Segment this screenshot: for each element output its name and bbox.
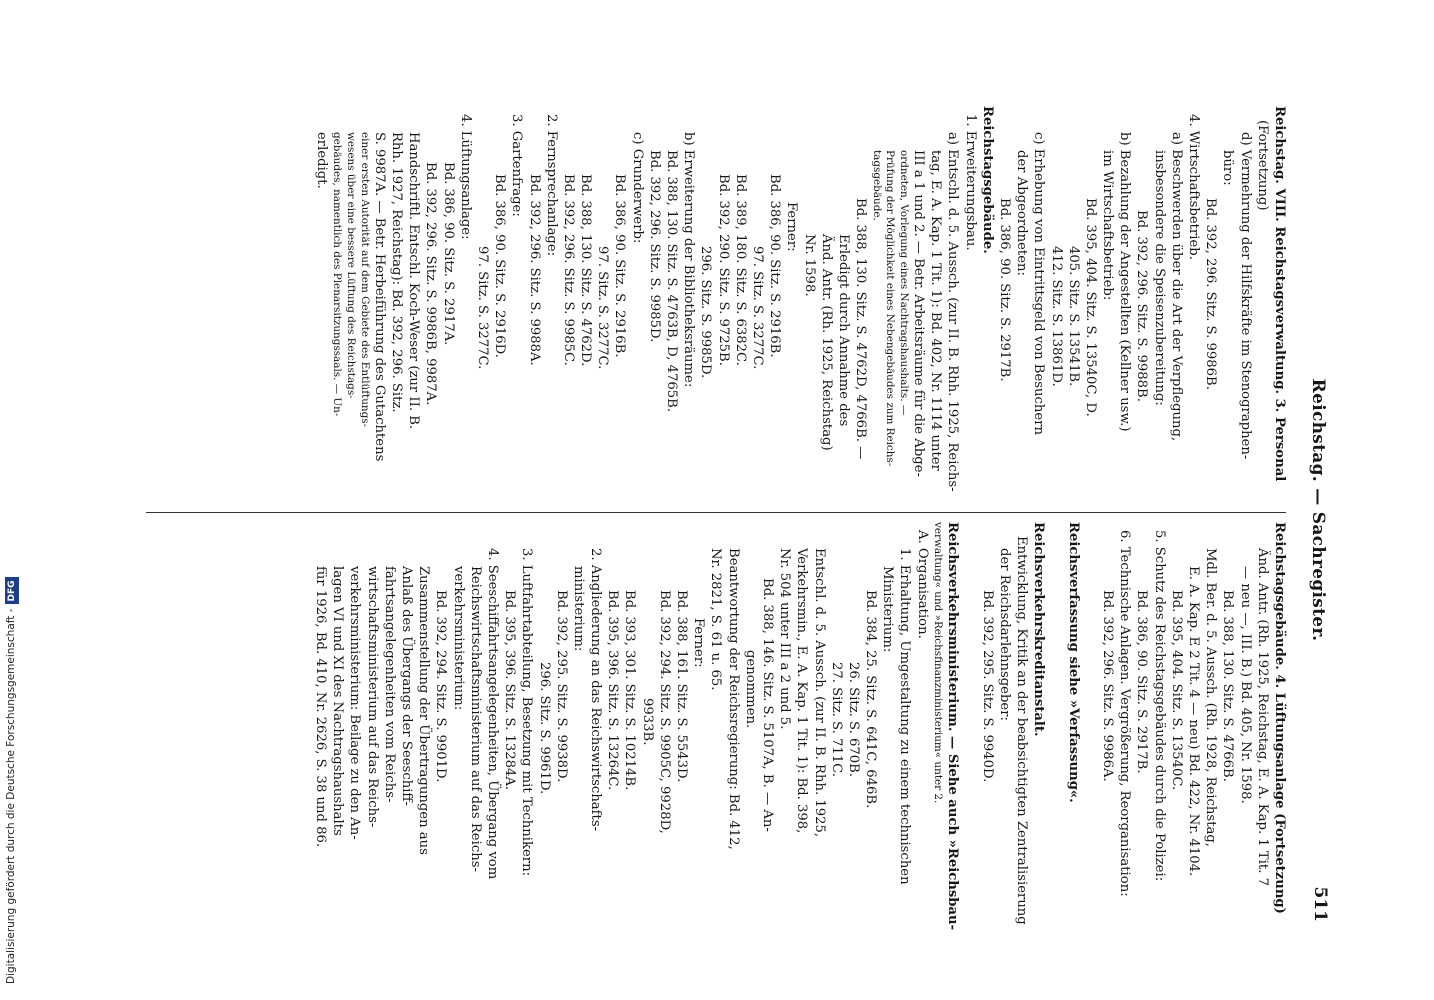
index-line: E. A. Kap. E 2 Tit. 4 — neu) Bd. 422, Nr. 4104. [1186, 566, 1202, 877]
index-line: Bd. 386, 90. Sitz. S. 2916D. [492, 174, 508, 358]
index-line: Bd. 392, 295. Sitz. S. 9940D. [979, 590, 995, 783]
index-line: Bd. 392, 296. Sitz. S. 9985C. [560, 174, 576, 366]
index-line: 97. Sitz. S. 3277C. [595, 246, 611, 370]
index-line: Nr. 1598. [801, 234, 817, 297]
page-header [1300, 80, 1330, 940]
index-line: einer ersten Autorität auf dem Gebiete des Entlüftungs- [358, 132, 371, 428]
index-line: Bd. 388, 130. Sitz. S. 4762D, 4766B. — [853, 198, 869, 460]
dfg-logo: DFG [5, 577, 19, 604]
footer-text: Digitalisierung gefördert durch die Deutsche Forschungsgemeinschaft - [5, 608, 17, 984]
index-line: Entschl. d. 5. Aussch. (zur II. B. Rhh. 1925, [811, 548, 827, 838]
index-line: der Abgeordneten: [1014, 150, 1030, 276]
entry-heading: Reichstag. VIII. Reichstagsverwaltung. 3. Personal [1272, 106, 1287, 482]
index-line: Bd. 395, 404. Sitz. S. 13540C. [1168, 590, 1184, 791]
index-line: d) Vermehrung der Hilfskräfte im Stenographen- [1237, 132, 1253, 460]
index-line: 1. Erhaltung, Umgestaltung zu einem technischen [897, 548, 913, 885]
index-line: Bd. 388, 130. Sitz. S. 4763B, D, 4765B. [664, 150, 680, 413]
index-line: Bd. 386, 90. Sitz. S. 2917B. [997, 198, 1012, 382]
index-line: 3. Gartenfrage: [509, 114, 525, 217]
index-line: tag, E. A. Kap. 1 Tit. 1): Bd. 402, Nr. 1114 unter [928, 150, 944, 471]
index-line: a) Entschl. d. 5. Aussch. (zur II. B. Rhh. 1925, Reichs- [945, 132, 961, 492]
index-line: Bd. 392, 296. Sitz. S. 9986A. [1100, 590, 1116, 782]
index-line: Änd. Antr. (Rh. 1925, Reichstag) [818, 234, 834, 451]
index-line: büro: [1220, 150, 1236, 186]
index-line: insbesondere die Speisenzubereitung: [1151, 150, 1167, 406]
entry-heading: Reichsverkehrskreditanstalt. [1031, 522, 1047, 737]
index-line: verkehrsministerium: [450, 566, 466, 711]
index-line: Reichswirtschaftsministerium auf das Reichs- [467, 566, 483, 872]
page-number: 511 [1310, 886, 1330, 922]
index-line: 296. Sitz. S. 9985D. [698, 246, 714, 379]
index-line: genommen. [742, 650, 758, 729]
index-line [961, 522, 978, 922]
index-line: 97. Sitz. S. 3277C. [749, 246, 765, 370]
index-line: verkehrsministerium: Beilage zu den An- [347, 566, 363, 840]
index-line: Erledigt durch Annahme des [835, 234, 851, 427]
index-line: Entwicklung, Kritik an der beabsichtigten Zentralisierung [1014, 536, 1030, 925]
index-line: (Fortsetzung) [1254, 120, 1270, 211]
index-line: Nr. 504 unter III a 2 und 5. [777, 548, 793, 730]
index-line: Anlaß des Übergangs der Seeschiff- [399, 566, 415, 806]
index-line: b) Bezahlung der Angestellten (Kellner usw.) [1117, 132, 1133, 432]
index-line: Bd. 386, 90. Sitz. S. 2917A. [440, 162, 456, 346]
index-line: der Reichsdarlehnsgeber: [997, 548, 1012, 721]
index-line: Bd. 386, 90. Sitz. S. 2916B. [767, 174, 783, 358]
index-line: 1. Erweiterungsbau. [962, 114, 978, 251]
index-line: III a 1 und 2. — Betr. Arbeitsräume für die Abge- [911, 150, 927, 477]
index-line: Bd. 395, 404. Sitz. S. 13540C, D. [1082, 198, 1098, 417]
index-line: Bd. 388, 130. Sitz. S. 4766B. [1220, 590, 1236, 782]
index-line: Bd. 392, 294. Sitz. S. 9901D. [433, 590, 449, 783]
index-line: Bd. 384, 25. Sitz. S. 641C, 646B. [863, 590, 879, 809]
index-line: a) Beschwerden über die Art der Verpflegung, [1168, 132, 1184, 442]
index-line: Bd. 392, 294. Sitz. S. 9905C, 9928D, [656, 590, 672, 834]
index-line: 4. Wirtschaftsbetrieb. [1186, 114, 1202, 260]
index-line: 296. Sitz. S. 9961D. [536, 662, 552, 795]
index-line: 4. Seeschiffahrtsangelegenheiten, Übergang vom [484, 548, 500, 880]
index-line: 3. Luftfahrtabteilung, Besetzung mit Technikern: [519, 548, 535, 877]
index-line: Prüfung der Möglichkeit eines Nebengebäudes zum Reichs- [884, 150, 897, 467]
running-head: Reichstag. — Sachregister. [1308, 378, 1328, 642]
left-column [313, 106, 1288, 502]
index-line: 4. Lüftungsanlage: [457, 114, 473, 240]
index-line: 9933B. [639, 698, 655, 746]
index-line: Bd. 392, 296. Sitz. S. 9986B, 9987A. [423, 162, 439, 406]
index-line: Ferner: [784, 202, 800, 252]
index-line: Bd. 392, 296. Sitz. S. 9988B. [1134, 210, 1150, 402]
index-line: tagsgebäude. [870, 150, 883, 221]
index-line: c) Erhebung von Eintrittsgeld von Besuchern [1031, 132, 1047, 436]
index-line: Bd. 393, 301. Sitz. S. 10214B. [622, 590, 638, 791]
index-line: Handschriftl. Entschl. Koch-Weser (zur II. B. [406, 132, 422, 430]
index-line: ordneten, Vorlegung eines Nachtragshaushalts. — [897, 150, 910, 416]
index-line: Bd. 388, 130. Sitz. S. 4762D. [578, 174, 594, 367]
index-line: gebäudes, namentlich des Plenarsitzungssaals. — Un- [331, 132, 344, 417]
index-line: Nr. 2821, S. 61 u. 65. [708, 548, 724, 691]
index-line: Bd. 386, 90. Sitz. S. 2916B. [612, 174, 628, 358]
index-line: 27. Sitz. S. 711C. [828, 662, 844, 777]
index-line: 2. Fernsprechanlage: [543, 114, 559, 257]
index-line: verwaltung« und »Reichsfinanzministerium« unter 2. [932, 522, 945, 804]
index-line: lagen VI und XI des Nachtragshaushalts [330, 566, 346, 836]
right-column [312, 522, 1288, 931]
index-line: 6. Technische Anlagen. Vergrößerung, Reorganisation: [1117, 530, 1133, 897]
index-line [1082, 522, 1099, 922]
index-line: c) Grunderwerb: [629, 132, 645, 244]
index-line: Bd. 392, 296. Sitz. S. 9988A. [526, 174, 542, 366]
index-line [1047, 522, 1064, 922]
index-line: Bd. 388, 161. Sitz. S. 5543D. [674, 590, 690, 783]
index-line: Bd. 386, 90. Sitz. S. 2917B. [1134, 590, 1150, 774]
entry-heading: Reichstagsgebäude. [979, 106, 995, 254]
index-line: ministerium: [570, 566, 586, 652]
index-line: Bd. 395, 396. Sitz. S. 13284A. [502, 590, 518, 791]
index-line: Zusammenstellung der Übertragungen aus [416, 566, 432, 855]
index-line: — neu —, III. B.) Bd. 405, Nr. 1598. [1237, 566, 1253, 804]
index-line: Verkehrsmin., E. A. Kap. 1 Tit. 1): Bd. 398, [794, 548, 810, 834]
index-line: 412. Sitz. S. 13861D. [1048, 246, 1064, 387]
index-line: erledigt. [313, 132, 329, 189]
digitization-footer [4, 577, 18, 984]
index-line: Ferner: [691, 618, 707, 668]
index-line: Bd. 392, 296. Sitz. S. 9986B. [1203, 198, 1219, 390]
index-line: b) Erweiterung der Bibliotheksräume: [681, 132, 697, 388]
index-line: Mdl. Ber. d. 5. Aussch. (Rh. 1928, Reichstag, [1203, 548, 1219, 847]
index-line: Ministerium: [880, 566, 896, 653]
index-line: 5. Schutz des Reichstagsgebäudes durch die Polizei: [1151, 530, 1167, 882]
index-line: fahrtsangelegenheiten vom Reichs- [381, 566, 397, 803]
entry-heading: Reichsverkehrsministerium. — Siehe auch »Reichsbau- [945, 522, 961, 931]
index-line: Beantwortung der Reichsregierung: Bd. 412, [725, 548, 741, 850]
index-line: Bd. 389, 180. Sitz. S. 6382C. [732, 174, 748, 366]
index-line: Rhh. 1927, Reichstag): Bd. 392, 296. Sitz. [389, 132, 405, 413]
entry-heading: Reichsverfassung siehe »Verfassung«. [1065, 522, 1081, 803]
index-line: für 1926, Bd. 410, Nr. 2626, S. 38 und 86. [313, 566, 329, 848]
column-divider [146, 512, 1286, 513]
index-line: 405. Sitz. S. 13541B. [1065, 246, 1081, 387]
index-line: wesens über eine bessere Lüftung des Reichstags- [345, 132, 358, 399]
index-line: 2. Angliederung an das Reichswirtschafts- [588, 548, 604, 832]
index-line: Bd. 392, 296. Sitz. S. 9985D. [646, 150, 662, 343]
index-line: Bd. 388, 146. Sitz. S. 5107A, B. — An- [759, 578, 775, 832]
index-line: Änd. Antr. (Rh. 1925, Reichstag, E. A. Kap. 1 Tit. 7 [1254, 548, 1270, 887]
index-line: 26. Sitz. S. 670B. [845, 662, 861, 778]
index-line: Bd. 395, 396. Sitz. S. 13264C. [605, 590, 621, 791]
index-line: Bd. 392, 290. Sitz. S. 9725B. [715, 174, 731, 366]
index-line: wirtschaftsministerium auf das Reichs- [364, 566, 380, 828]
index-line: A. Organisation. [914, 530, 930, 639]
document-page [110, 80, 1330, 940]
entry-heading: Reichstagsgebäude. 4. Lüftungsanlage (Fortsetzung) [1272, 522, 1287, 914]
index-line: im Wirtschaftsbetrieb: [1100, 150, 1116, 301]
index-line: Bd. 392, 295. Sitz. S. 9938D. [553, 590, 569, 783]
index-line: S. 9987A. — Betr. Herbeiführung des Gutachtens [371, 132, 387, 462]
index-line: 97. Sitz. S. 3277C. [474, 246, 490, 370]
